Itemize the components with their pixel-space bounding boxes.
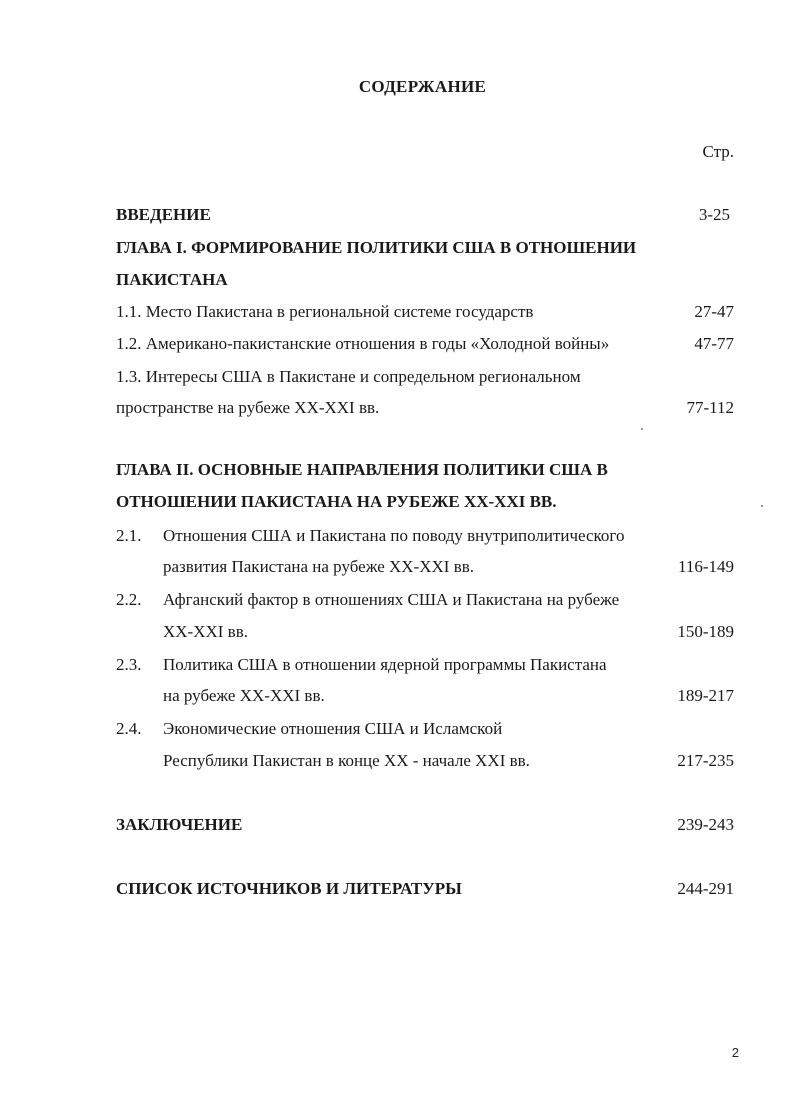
chapter-heading-line: ГЛАВА II. ОСНОВНЫЕ НАПРАВЛЕНИЯ ПОЛИТИКИ США В: [116, 460, 608, 479]
toc-entry-label: СПИСОК ИСТОЧНИКОВ И ЛИТЕРАТУРЫ: [116, 879, 462, 898]
chapter-heading-line: ПАКИСТАНА: [116, 270, 228, 289]
chapter-heading-line: ОТНОШЕНИИ ПАКИСТАНА НА РУБЕЖЕ XX-XXI ВВ.: [116, 492, 557, 511]
chapter-heading-line: ГЛАВА I. ФОРМИРОВАНИЕ ПОЛИТИКИ США В ОТНОШЕНИИ: [116, 238, 637, 257]
toc-entry-number: 2.3.: [116, 655, 142, 674]
toc-entry-label: Афганский фактор в отношениях США и Пакистана на рубеже: [163, 590, 620, 609]
toc-entry-label-cont: на рубеже XX-XXI вв.: [163, 686, 325, 705]
page-number: 2: [731, 1045, 739, 1060]
toc-entry-label: ЗАКЛЮЧЕНИЕ: [116, 815, 243, 834]
toc-entry-pages: 47-77: [694, 334, 734, 353]
toc-entry-pages: 3-25: [698, 205, 730, 224]
toc-entry-label: 1.3. Интересы США в Пакистане и сопредельном региональном: [116, 367, 581, 386]
toc-entry-label: Политика США в отношении ядерной программы Пакистана: [163, 655, 607, 674]
page-column-header: Стр.: [702, 142, 734, 161]
toc-entry-pages: 217-235: [677, 751, 734, 770]
toc-entry-label: 1.2. Американо-пакистанские отношения в годы «Холодной войны»: [116, 334, 610, 353]
toc-entry-label: 1.1. Место Пакистана в региональной системе государств: [116, 302, 534, 321]
toc-entry-pages: 150-189: [677, 622, 734, 641]
toc-entry-pages: 239-243: [677, 815, 734, 834]
toc-entry-label-cont: XX-XXI вв.: [163, 622, 248, 641]
scan-speck: [761, 505, 763, 507]
toc-entry-pages: 116-149: [677, 557, 734, 576]
toc-entry-label: ВВЕДЕНИЕ: [116, 205, 211, 224]
toc-entry-label-cont: развития Пакистана на рубеже XX-XXI вв.: [163, 557, 474, 576]
toc-entry-pages: 77-112: [686, 398, 734, 417]
toc-entry-label-cont: Республики Пакистан в конце XX - начале XXI вв.: [163, 751, 530, 770]
scan-speck: [641, 428, 643, 430]
page-title: СОДЕРЖАНИЕ: [358, 77, 487, 96]
toc-entry-pages: 189-217: [677, 686, 734, 705]
toc-entry-pages: 244-291: [677, 879, 734, 898]
toc-entry-number: 2.4.: [116, 719, 142, 738]
toc-entry-label-cont: пространстве на рубеже XX-XXI вв.: [116, 398, 380, 417]
toc-entry-label: Экономические отношения США и Исламской: [163, 719, 503, 738]
toc-entry-label: Отношения США и Пакистана по поводу внутриполитического: [163, 526, 625, 545]
toc-entry-pages: 27-47: [694, 302, 734, 321]
toc-entry-number: 2.2.: [116, 590, 142, 609]
toc-entry-number: 2.1.: [116, 526, 142, 545]
